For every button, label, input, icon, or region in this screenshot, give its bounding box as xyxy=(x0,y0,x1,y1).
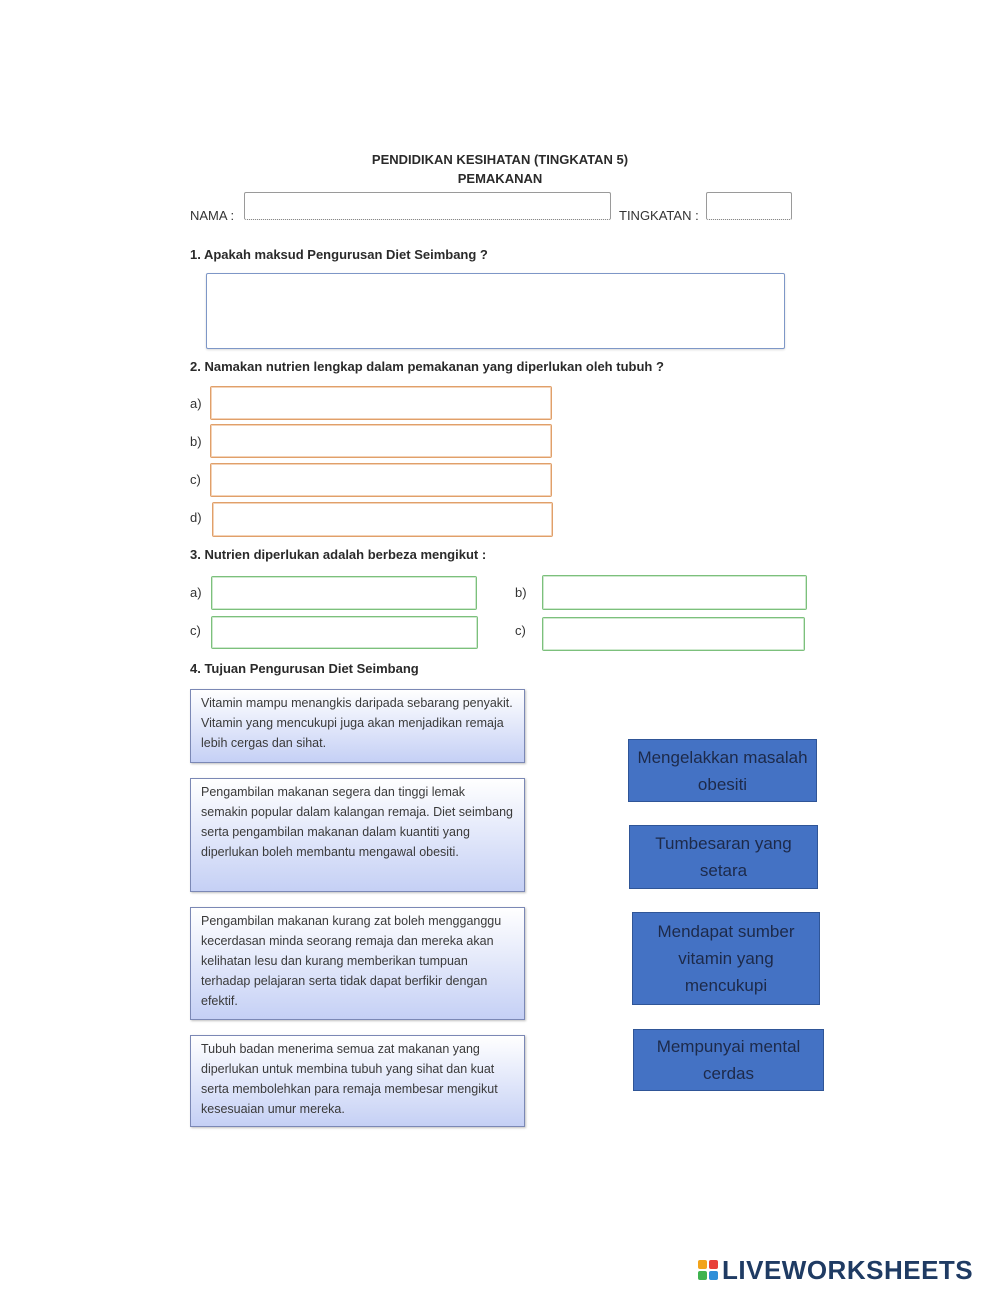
description-text: Tubuh badan menerima semua zat makanan yang diperlukan untuk membina tubuh yang sihat dan kuat serta membolehkan para remaja membesar mengikut kesesuaian umur mereka. xyxy=(201,1042,498,1116)
form-label: TINGKATAN : xyxy=(619,208,699,223)
page-subtitle: PEMAKANAN xyxy=(457,171,543,186)
description-text: Pengambilan makanan kurang zat boleh mengganggu kecerdasan minda seorang remaja dan mereka akan kelihatan lesu dan kurang memberikan tumpuan terhadap pelajaran serta tidak dapat berfikir dengan efektif. xyxy=(201,914,502,1008)
q1-answer-field[interactable] xyxy=(206,273,785,349)
description-text: Pengambilan makanan segera dan tinggi lemak semakin popular dalam kalangan remaja. Diet seimbang serta pengambilan makanan dalam kuantiti yang diperlukan boleh membantu mengawal obesiti. xyxy=(201,785,513,859)
question-2: 2. Namakan nutrien lengkap dalam pemakanan yang diperlukan oleh tubuh ? xyxy=(190,359,664,374)
tile-label: Tumbesaran yang setara xyxy=(655,834,792,880)
description-box-mental[interactable] xyxy=(190,907,525,1020)
q3-option-a-label: a) xyxy=(190,585,202,600)
q3-option-c-right-field[interactable] xyxy=(542,617,805,651)
question-3: 3. Nutrien diperlukan adalah berbeza mengikut : xyxy=(190,547,487,562)
q2-option-b-field[interactable] xyxy=(210,424,552,458)
answer-tile-mental[interactable] xyxy=(633,1029,824,1091)
name-input[interactable] xyxy=(244,192,611,220)
q2-option-d-label: d) xyxy=(190,510,202,525)
question-1: 1. Apakah maksud Pengurusan Diet Seimbang ? xyxy=(190,247,488,262)
tile-label: Mempunyai mental cerdas xyxy=(656,1037,801,1083)
description-box-growth[interactable] xyxy=(190,1035,525,1127)
q3-option-a-field[interactable] xyxy=(211,576,477,610)
q2-option-c-field[interactable] xyxy=(210,463,552,497)
description-box-obesity[interactable] xyxy=(190,778,525,892)
logo-text: LIVEWORKSHEETS xyxy=(722,1254,974,1285)
answer-tile-obesity[interactable] xyxy=(628,739,817,802)
page-title: PENDIDIKAN KESIHATAN (TINGKATAN 5) xyxy=(371,152,629,167)
q3-option-c-right-label: c) xyxy=(515,623,526,638)
tile-label: Mengelakkan masalah obesiti xyxy=(637,747,808,794)
form-input[interactable] xyxy=(706,192,792,220)
q2-option-a-field[interactable] xyxy=(210,386,552,420)
tile-label: Mendapat sumber vitamin yang mencukupi xyxy=(657,922,795,995)
name-label: NAMA : xyxy=(190,208,235,223)
q3-option-c-left-label: c) xyxy=(190,623,201,638)
answer-tile-vitamin[interactable] xyxy=(632,912,820,1005)
liveworksheets-logo-icon xyxy=(698,1260,718,1280)
answer-tile-growth[interactable] xyxy=(629,825,818,889)
description-box-vitamin[interactable] xyxy=(190,689,525,763)
question-4: 4. Tujuan Pengurusan Diet Seimbang xyxy=(190,661,419,676)
description-text: Vitamin mampu menangkis daripada sebarang penyakit. Vitamin yang mencukupi juga akan menjadikan remaja lebih cergas dan sihat. xyxy=(201,696,513,750)
liveworksheets-logo xyxy=(698,1255,973,1285)
q2-option-a-label: a) xyxy=(190,396,202,411)
q2-option-c-label: c) xyxy=(190,472,201,487)
q3-option-b-field[interactable] xyxy=(542,575,807,610)
q2-option-d-field[interactable] xyxy=(212,502,553,537)
q2-option-b-label: b) xyxy=(190,434,202,449)
q3-option-c-left-field[interactable] xyxy=(211,616,478,649)
q3-option-b-label: b) xyxy=(515,585,527,600)
